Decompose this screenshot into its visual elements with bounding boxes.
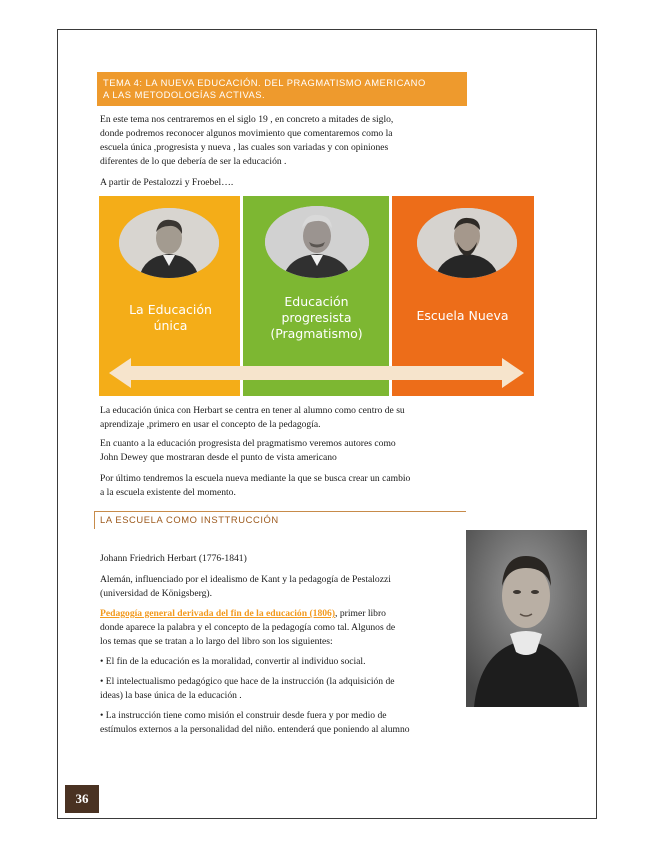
herbart-bio-line-2: (universidad de Königsberg). [100,588,212,599]
herbart-portrait [466,530,587,707]
herbart-bio-line-1: Alemán, influenciado por el idealismo de Kant y la pedagogía de Pestalozzi [100,574,391,585]
banner-line-1: TEMA 4: LA NUEVA EDUCACIÓN. DEL PRAGMATISMO AMERICANO [103,77,426,88]
progresista-line-1: En cuanto a la educación progresista del pragmatismo veremos autores como [100,438,396,449]
topic-banner [97,72,467,106]
bullet-1: • El fin de la educación es la moralidad, convertir al individuo social. [100,656,366,667]
herbart-book-line-2: donde aparece la palabra y el concepto de la pedagogía como tal. Algunos de [100,622,396,633]
nueva-line-2: a la escuela existente del momento. [100,487,236,498]
progresista-line-2: John Dewey que mostraran desde el punto de vista americano [100,452,337,463]
dewey-portrait-oval [265,206,369,278]
unica-line-1: La educación única con Herbart se centra en tener al alumno como centro de su [100,405,405,416]
section-heading: LA ESCUELA COMO INSTTRUCCIÓN [94,511,466,529]
intro-line-1: En este tema nos centraremos en el siglo 19 , en concreto a mitades de siglo, [100,114,394,125]
education-movements-infographic [99,196,534,396]
herbart-portrait-oval [119,208,219,278]
intro-line-3: escuela única ,progresista y nueva , las cuales son variadas y con opiniones [100,142,389,153]
label-educacion-progresista: Educación progresista (Pragmatismo) [270,294,363,341]
page-number: 36 [65,785,99,813]
double-arrow-icon [99,356,534,390]
nueva-line-1: Por último tendremos la escuela nueva mediante la que se busca crear un cambio [100,473,411,484]
herbart-book-line-1 [100,607,386,621]
claparede-portrait-oval [417,208,517,278]
bullet-3-line-2: estímulos externos a la personalidad del niño. entenderá que poniendo al alumno [100,724,410,735]
banner-line-2: A LAS METODOLOGÍAS ACTIVAS. [103,89,266,100]
book-line-rest: , primer libro [335,608,386,619]
intro-line-4: diferentes de lo que debería de ser la educación . [100,156,287,167]
book-title-link[interactable]: Pedagogía general derivada del fin de la educación (1806) [100,608,336,619]
unica-line-2: aprendizaje ,primero en usar el concepto de la pedagogía. [100,419,321,430]
herbart-name: Johann Friedrich Herbart (1776-1841) [100,553,247,564]
intro-line-2: donde podremos reconocer algunos movimiento que comentaremos como la [100,128,393,139]
bullet-2-line-2: ideas) la base única de la educación . [100,690,242,701]
label-escuela-nueva: Escuela Nueva [416,308,509,323]
bullet-3-line-1: • La instrucción tiene como misión el construir desde fuera y por medio de [100,710,387,721]
bullet-2-line-1: • El intelectualismo pedagógico que hace de la instrucción (la adquisición de [100,676,395,687]
herbart-book-line-3: los temas que se tratan a lo largo del libro son los siguientes: [100,636,333,647]
label-educacion-unica: La Educación única [129,302,212,333]
a-partir-line: A partir de Pestalozzi y Froebel…. [100,177,234,188]
